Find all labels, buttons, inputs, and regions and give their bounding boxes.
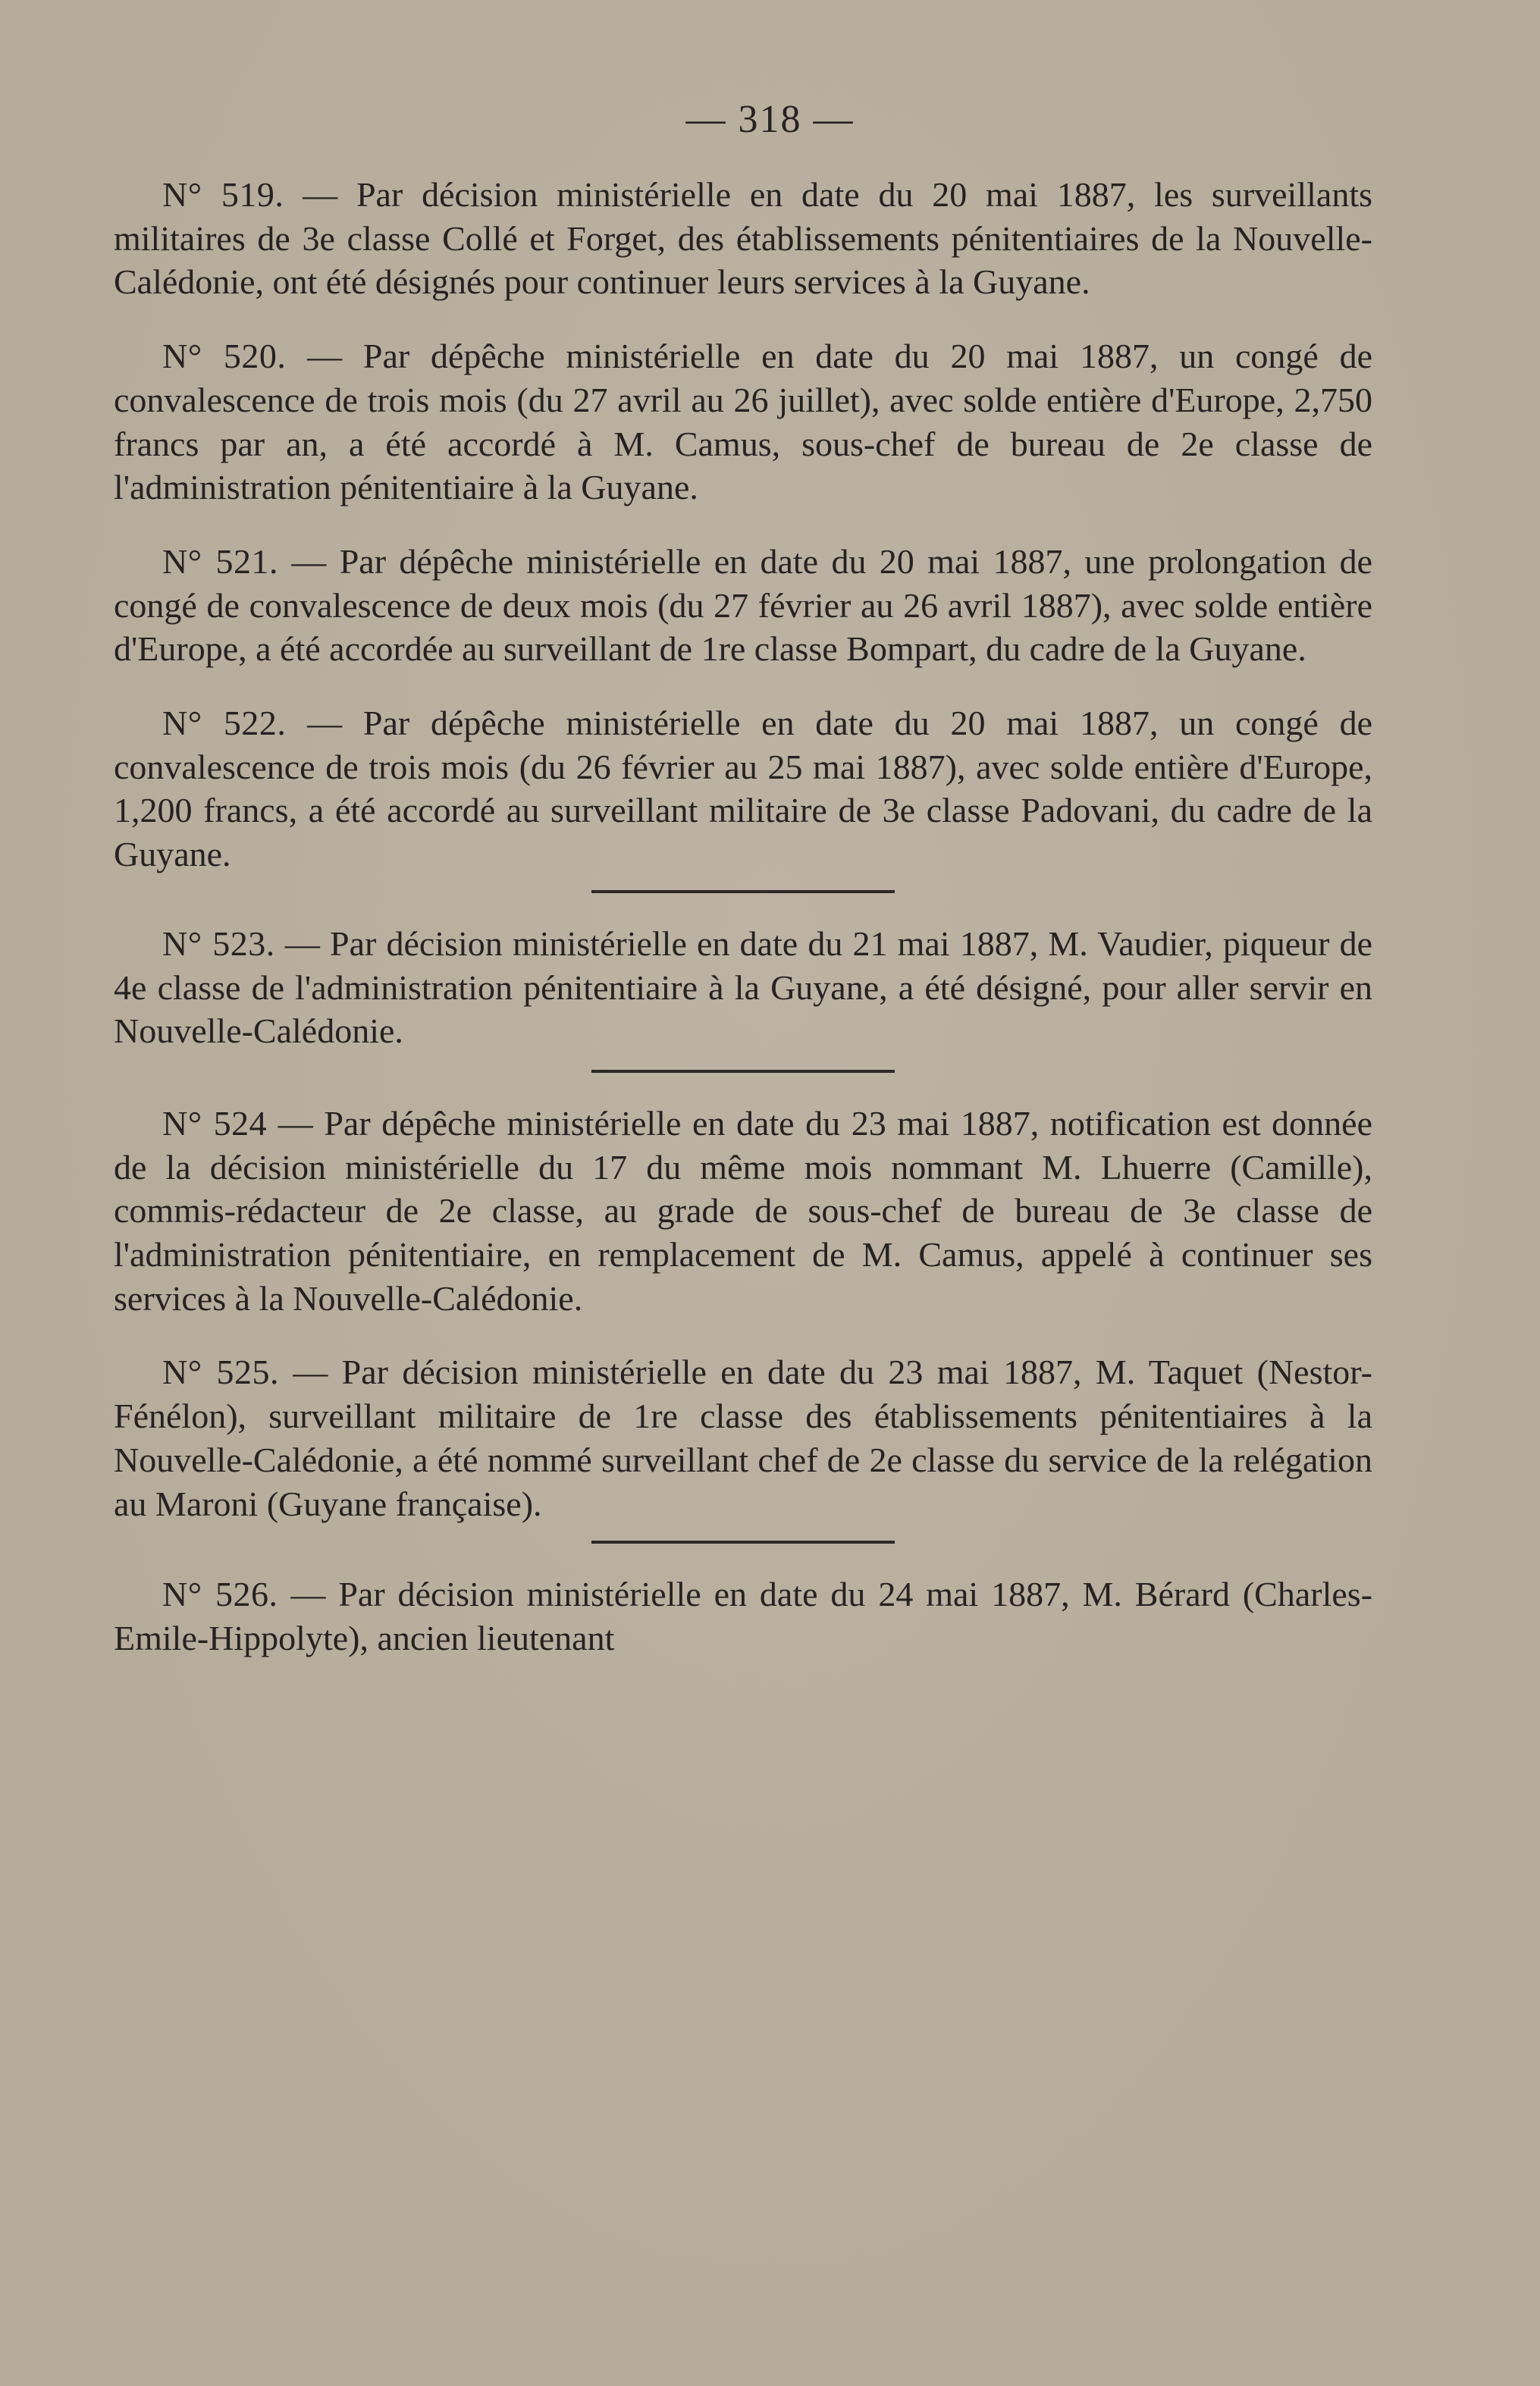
entry-number: N° 520.: [162, 337, 287, 376]
entry-number: N° 524: [162, 1103, 268, 1143]
entry-number: N° 525.: [162, 1353, 279, 1392]
entry-number: N° 519.: [162, 175, 284, 214]
page-number: — 318 —: [685, 98, 855, 141]
entry-text: — Par décision ministérielle en date du 24 mai 1887, M. Bérard (Charles-Emile-Hippolyte), ancien lieutenant: [114, 1575, 1373, 1657]
entry-text: — Par décision ministérielle en date du 21 mai 1887, M. Vaudier, piqueur de 4e classe de l'administration pénitentiaire à la Guyane, a été désigné, pour aller servir en Nouvelle-Calédonie.: [114, 923, 1372, 1051]
entry-521: [114, 540, 1372, 671]
section-divider: [591, 890, 895, 893]
section-divider: [591, 1070, 895, 1073]
entry-text: — Par dépêche ministérielle en date du 20 mai 1887, un congé de convalescence de trois mois (du 27 avril au 26 juillet), avec solde entière d'Europe, 2,750 francs par an, a été accordé à M. Camus, sous-chef de bureau de 2e classe de l'administration pénitentiaire à la Guyane.: [114, 337, 1372, 507]
entry-number: N° 522.: [162, 704, 287, 743]
entry-text: — Par dépêche ministérielle en date du 20 mai 1887, une prolongation de congé de convalescence de deux mois (du 27 février au 26 avril 1887), avec solde entière d'Europe, a été accordée au surveillant de 1re classe Bompart, du cadre de la Guyane.: [114, 541, 1372, 669]
entry-522: [114, 701, 1372, 876]
entry-text: — Par dépêche ministérielle en date du 23 mai 1887, notification est donnée de la décision ministérielle du 17 du même mois nommant M. Lhuerre (Camille), commis-rédacteur de 2e classe, au grade de sous-chef de bureau de 3e classe de l'administration pénitentiaire, en remplacement de M. Camus, appelé à continuer ses services à la Nouvelle-Calédonie.: [114, 1103, 1372, 1318]
entry-525: [114, 1350, 1372, 1525]
entry-524: [114, 1102, 1372, 1321]
section-divider: [591, 1541, 895, 1544]
entry-number: N° 526.: [162, 1575, 278, 1614]
entry-text: — Par décision ministérielle en date du 20 mai 1887, les surveillants militaires de 3e classe Collé et Forget, des établissements pénitentiaires de la Nouvelle-Calédonie, ont été désignés pour continuer leurs services à la Guyane.: [114, 175, 1372, 302]
entry-519: [114, 173, 1372, 304]
entry-text: — Par dépêche ministérielle en date du 20 mai 1887, un congé de convalescence de trois mois (du 26 février au 25 mai 1887), avec solde entière d'Europe, 1,200 francs, a été accordé au surveillant militaire de 3e classe Padovani, du cadre de la Guyane.: [114, 704, 1372, 874]
document-body: [114, 173, 1372, 1660]
entry-520: [114, 334, 1372, 509]
entry-number: N° 523.: [162, 923, 275, 963]
entry-text: — Par décision ministérielle en date du 23 mai 1887, M. Taquet (Nestor-Fénélon), surveillant militaire de 1re classe des établissements pénitentiaires à la Nouvelle-Calédonie, a été nommé surveillant chef de 2e classe du service de la relégation au Maroni (Guyane française).: [114, 1353, 1372, 1523]
entry-number: N° 521.: [162, 541, 278, 581]
entry-526: [114, 1572, 1372, 1660]
entry-523: [114, 922, 1372, 1053]
